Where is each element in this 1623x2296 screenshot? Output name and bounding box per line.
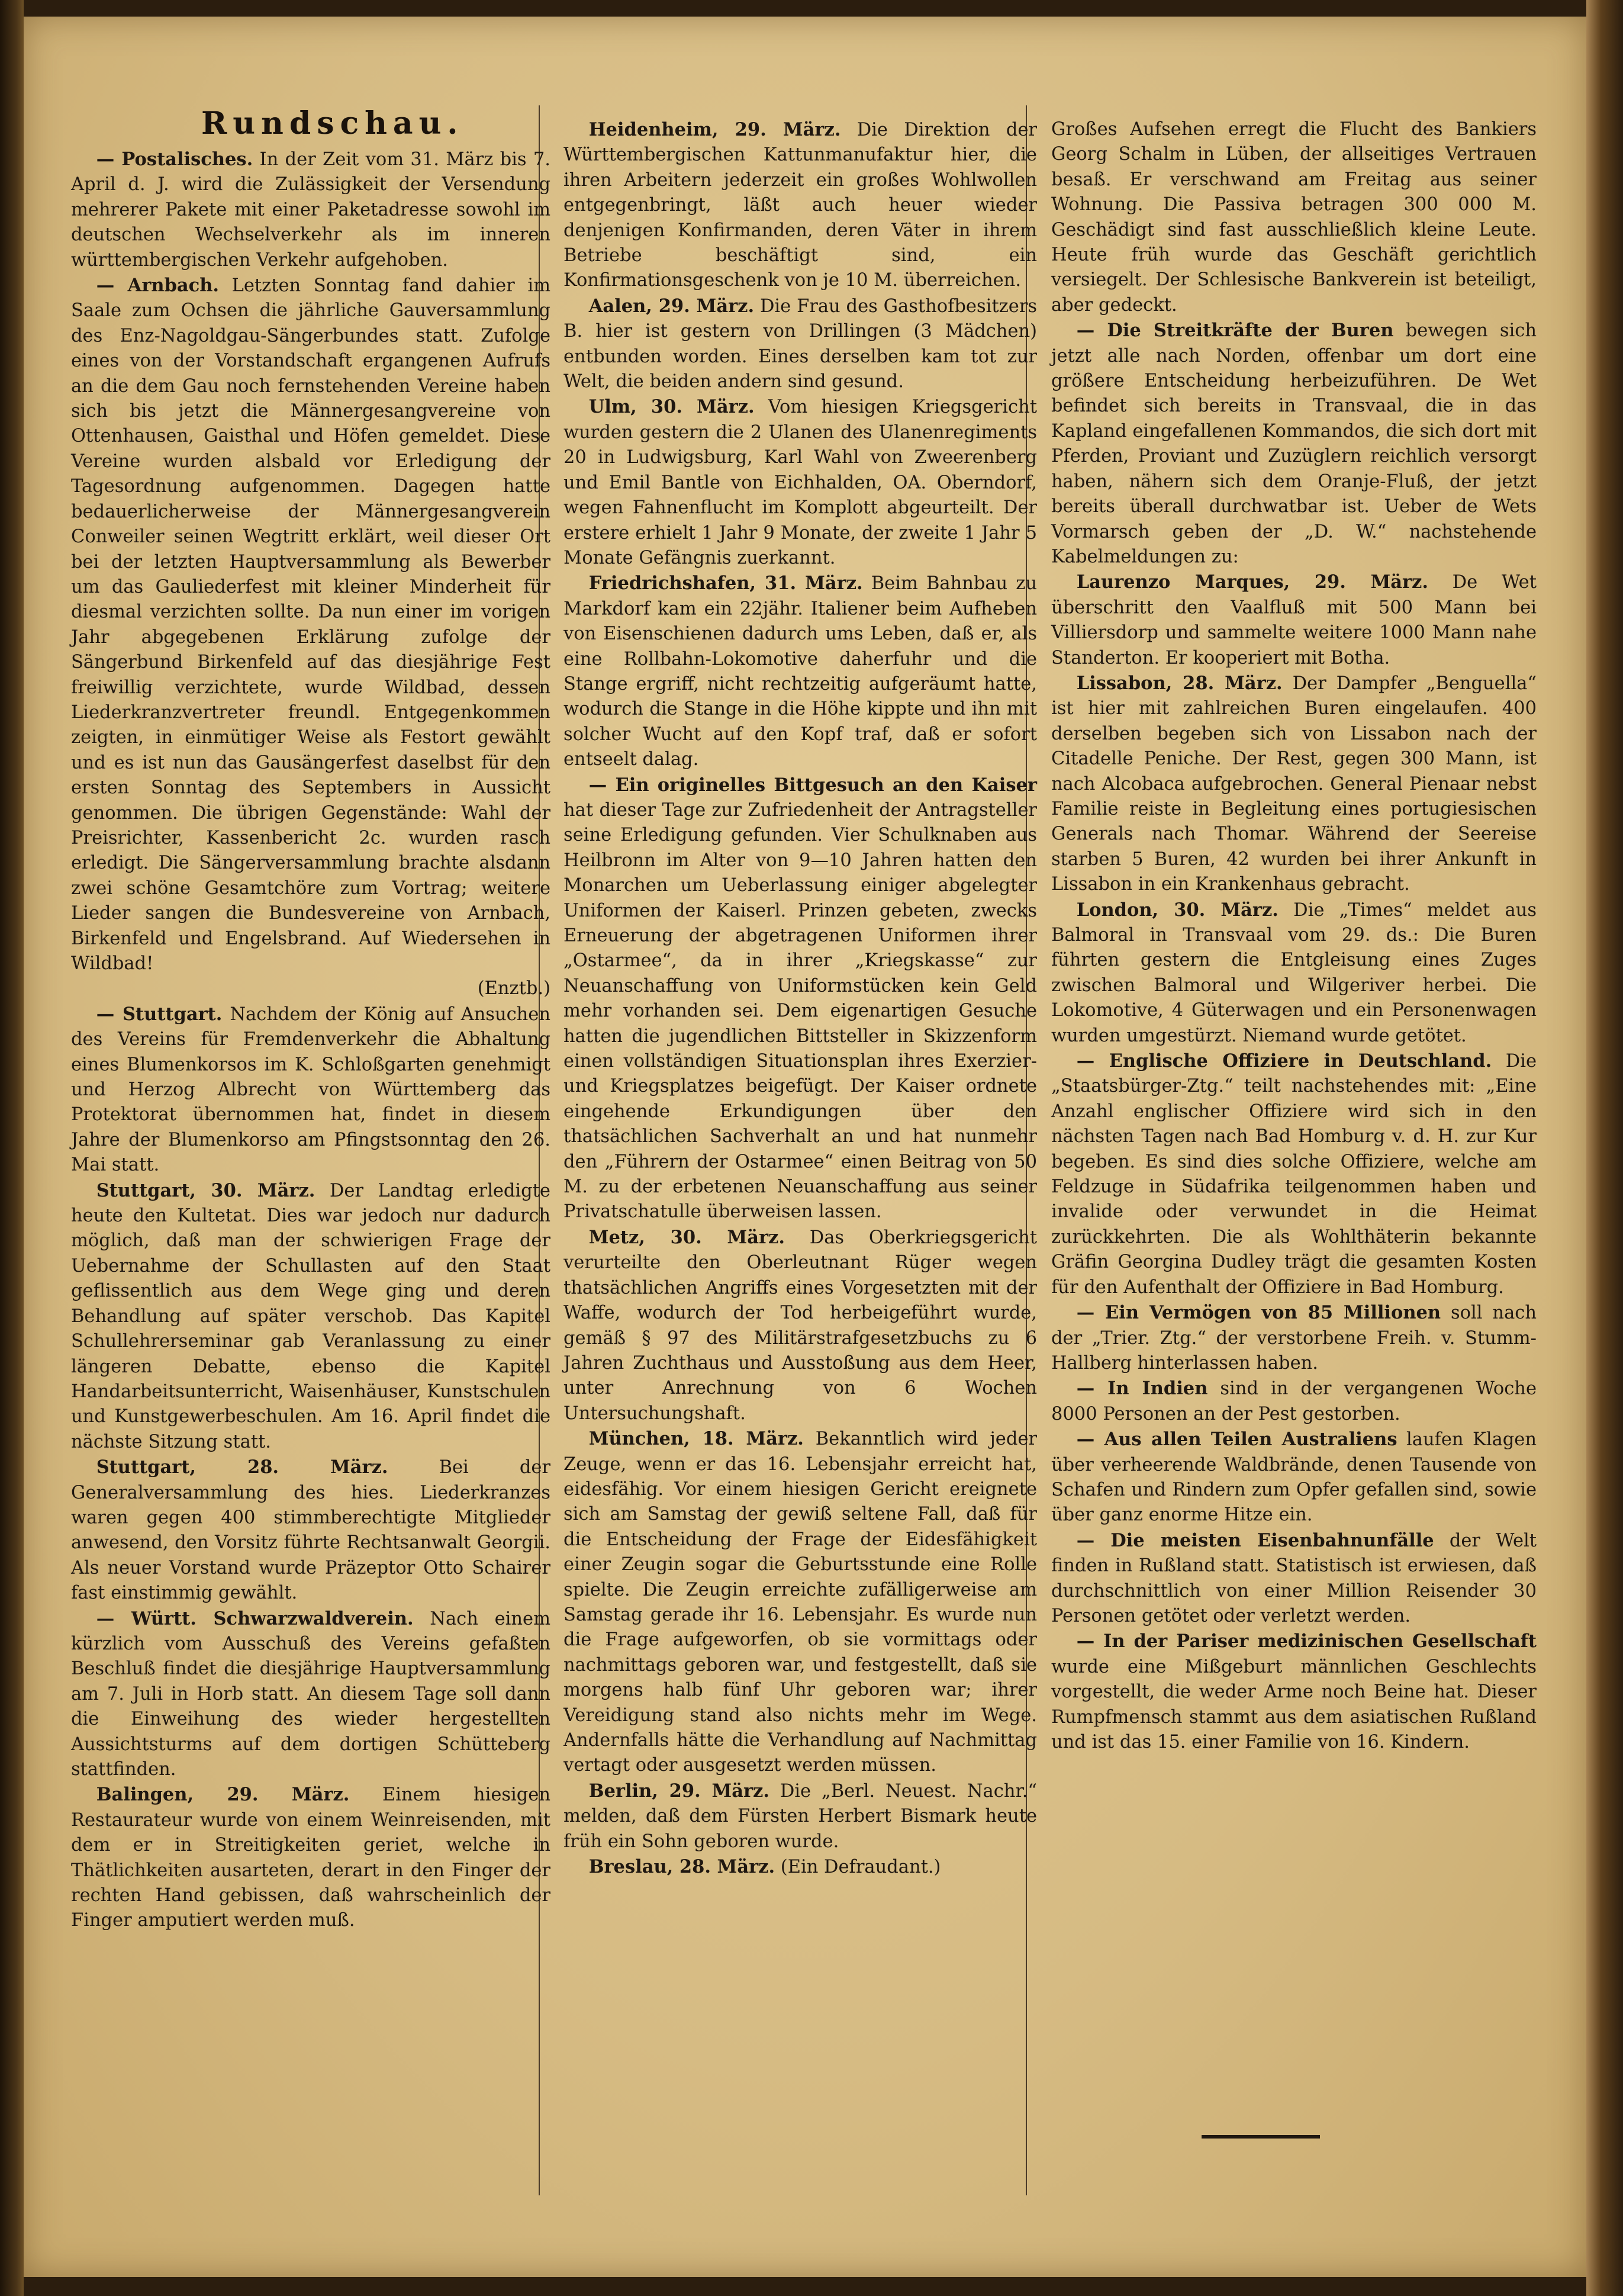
article (563, 1854, 1037, 1880)
article-text: De Wet überschritt den Vaalfluß mit 500 Mann bei Villiersdorp und sammelte weitere 1000 Mann nahe Standerton. Er kooperiert mit Botha. (1051, 572, 1537, 668)
page-edge (1586, 0, 1623, 2296)
article-headline: Lissabon, 28. März. (1076, 672, 1283, 694)
article-headline: — Ein Vermögen von 85 Millionen (1076, 1302, 1441, 1324)
article (1051, 898, 1537, 1049)
article-headline: — Englische Offiziere in Deutschland. (1076, 1050, 1492, 1072)
article-text: Nachdem der König auf Ansuchen des Vereins für Fremdenverkehr die Abhaltung eines Blumenkorsos im K. Schloßgarten genehmigt und Herzog Albrecht von Württemberg das Protektorat übernommen hat, findet in diesem Jahre der Blumenkorso am Pfingstsonntag den 26. Mai statt. (71, 1004, 551, 1176)
article-headline: Breslau, 28. März. (588, 1856, 775, 1878)
article-headline: — In der Pariser medizinischen Gesellschaft (1076, 1631, 1537, 1652)
article-text: Beim Bahnbau zu Markdorf kam ein 22jähr. Italiener beim Aufheben von Eisenschienen dadurch ums Leben, daß er, als eine Rollbahn-Lokomotive daherfuhr und die Stange ergriff, nicht rechtzeitig aufgeräumt hatte, wodurch die Stange in die Höhe kippte und ihn mit solcher Wucht auf den Kopf traf, daß er sofort entseelt dalag. (563, 573, 1037, 770)
article (563, 1225, 1037, 1426)
article-text: sind in der vergangenen Woche 8000 Personen an der Pest gestorben. (1051, 1378, 1537, 1424)
article (1051, 1300, 1537, 1376)
article (563, 1426, 1037, 1779)
article-text: Einem hiesigen Restaurateur wurde von einem Weinreisenden, mit dem er in Streitigkeiten geriet, welche in Thätlichkeiten ausarteten, derart in den Finger der rechten Hand gebissen, daß wahrscheinlich der Finger amputiert werden muß. (71, 1784, 550, 1931)
article-headline: — Ein originelles Bittgesuch an den Kaiser (588, 774, 1037, 796)
article-text: Die Direktion der Württembergischen Kattunmanufaktur hier, die ihren Arbeitern jederzeit ein großes Wohlwollen entgegenbringt, läßt auch heuer wieder denjenigen Konfirmanden, deren Väter in ihrem Betriebe beschäftigt sind, ein Konfirmationsgeschenk von je 10 M. überreichen. (563, 120, 1038, 291)
article-text: (Ein Defraudant.) (780, 1857, 941, 1878)
article (1051, 1049, 1537, 1300)
article-headline: — Die meisten Eisenbahnunfälle (1076, 1529, 1434, 1551)
article-headline: Stuttgart, 30. März. (96, 1179, 315, 1201)
article (563, 773, 1037, 1225)
article (1051, 1376, 1537, 1427)
article-headline: Stuttgart, 28. März. (96, 1456, 388, 1478)
article (71, 1606, 550, 1783)
article-text: Der Dampfer „Benguella“ ist hier mit zahlreichen Buren eingelaufen. 400 derselben begeben sich von Lissabon nach der Citadelle Peniche. Der Rest, gegen 300 Mann, ist nach Alcobaca aufgebrochen. General Pienaar nebst Familie reiste in Begleitung eines portugiesischen Generals nach Thomar. Während der Seereise starben 5 Buren, 42 wurden bei ihrer Ankunft in Lissabon in ein Krankenhaus gebracht. (1051, 673, 1537, 895)
article-text: der Welt finden in Rußland statt. Statistisch ist erwiesen, daß durchschnittlich von einer Million Reisender 30 Personen getötet oder verletzt werden. (1051, 1530, 1537, 1626)
article-text: Die „Staatsbürger-Ztg.“ teilt nachstehendes mit: „Eine Anzahl englischer Offiziere wird sich in den nächsten Tagen nach Bad Homburg v. d. H. zur Kur begeben. Es sind dies solche Offiziere, welche am Feldzuge in Südafrika teilgenommen haben und invalide oder verwundet in die Heimat zurückkehrten. Die als Wohlthäterin bekannte Gräfin Georgina Dudley trägt die gesamten Kosten für den Aufenthalt der Offiziere in Bad Homburg. (1051, 1051, 1537, 1298)
article (563, 117, 1037, 294)
article-text: wurde eine Mißgeburt männlichen Geschlechts vorgestellt, die weder Arme noch Beine hat. Dieser Rumpfmensch stammt aus dem asiatischen Rußland und ist das 15. einer Familie von 16. Kindern. (1051, 1656, 1537, 1752)
article (1051, 1629, 1537, 1755)
article-headline: — Aus allen Teilen Australiens (1076, 1429, 1397, 1451)
article-headline: Metz, 30. März. (588, 1226, 785, 1248)
article-headline: London, 30. März. (1076, 899, 1279, 921)
article-text: bewegen sich jetzt alle nach Norden, offenbar um dort eine größere Entscheidung herbeizuführen. De Wet befindet sich bereits in Transvaal, die in das Kapland eingefallenen Kommandos, die sich dort mit Pferden, Proviant und Zuzüglern reichlich versorgt haben, nähern sich dem Oranje-Fluß, der jetzt bereits überall durchwatbar ist. Ueber de Wets Vormarsch geben der „D. W.“ nachstehende Kabelmeldungen zu: (1051, 320, 1537, 567)
article-headline: Balingen, 29. März. (96, 1784, 350, 1806)
article-headline: — In Indien (1076, 1378, 1208, 1400)
article (71, 1455, 550, 1606)
article (71, 1002, 550, 1178)
end-rule (1202, 2135, 1320, 2139)
article-headline: — Württ. Schwarzwaldverein. (96, 1607, 414, 1629)
newspaper-page (24, 17, 1586, 2277)
article-text: laufen Klagen über verheerende Waldbrände, denen Tausende von Schafen und Rindern zum Opfer gefallen sind, sowie über ganz enorme Hitze ein. (1051, 1429, 1537, 1526)
article (563, 294, 1037, 395)
article (563, 1779, 1037, 1854)
article-text: Die „Times“ meldet aus Balmoral in Transvaal vom 29. ds.: Die Buren führten gestern die Entgleisung eines Zuges zwischen Balmoral und Wilgeriver herbei. Die Lokomotive, 4 Güterwagen und ein Personenwagen wurden umgestürzt. Niemand wurde getötet. (1051, 899, 1537, 1046)
article-text: hat dieser Tage zur Zufriedenheit der Antragsteller seine Erledigung gefunden. Vier Schulknaben aus Heilbronn im Alter von 9—10 Jahren hatten den Monarchen um Ueberlassung einiger abgelegter Uniformen der Kaiserl. Prinzen gebeten, zwecks Erneuerung der abgetragenen Uniformen ihrer „Ostarmee“, da in ihrer „Kriegskasse“ zur Neuanschaffung von Uniformstücken kein Geld mehr vorhanden sei. Dem eigenartigen Gesuche hatten die jugendlichen Bittsteller in Skizzenform einen vollständigen Situationsplan ihres Exerzier- und Kriegsplatzes beigefügt. Der Kaiser ordnete eingehende Erkundigungen über den thatsächlichen Sachverhalt an und hat nunmehr den „Führern der Ostarmee“ einen Beitrag von 50 M. zu der erbetenen Neuanschaffung aus seiner Privatschatulle überweisen lassen. (563, 799, 1037, 1223)
article-text: Letzten Sonntag fand dahier im Saale zum Ochsen die jährliche Gauversammlung des Enz-Nagoldgau-Sängerbundes statt. Zufolge eines von der Vorstandschaft ergangenen Aufrufs an die dem Gau noch fernstehenden Vereine haben sich bis jetzt die Männergesangvereine von Ottenhausen, Gaisthal und Höfen gemeldet. Diese Vereine wurden alsbald vor Erledigung der Tagesordnung aufgenommen. Dagegen hatte bedauerlicherweise der Männergesangverein Conweiler seinen Wegtritt erklärt, weil dieser Ort bei der letzten Hauptversammlung als Bewerber um das Gauliederfest mit kleiner Minderheit für diesmal verzichten sollte. Da nun einer im vorigen Jahr abgegebenen Erklärung zufolge der Sängerbund Birkenfeld auf das diesjährige Fest freiwillig verzichtete, wurde Wildbad, dessen Liederkranzvertreter freundl. Entgegenkommen zeigten, in einmütiger Weise als Festort gewählt und es ist nun das Gausängerfest daselbst für den ersten Sonntag des Septembers in Aussicht genommen. Die übrigen Gegenstände: Wahl der Preisrichter, Kassenbericht 2c. wurden rasch erledigt. Die Sängerversammlung brachte alsdann zwei schöne Gesamtchöre zum Vortrag; weitere Lieder sangen die Bundesvereine von Arnbach, Birkenfeld und Engelsbrand. Auf Wiedersehen in Wildbad! (71, 275, 550, 974)
article-headline: Friedrichshafen, 31. März. (588, 573, 863, 594)
article-headline: Aalen, 29. März. (588, 295, 755, 317)
article (71, 147, 550, 273)
article-text: soll nach der „Trier. Ztg.“ der verstorbene Freih. v. Stumm-Hallberg hinterlassen haben. (1051, 1303, 1537, 1374)
article-headline: Heidenheim, 29. März. (588, 119, 841, 140)
article (1051, 1528, 1537, 1629)
book-spine (0, 0, 24, 2296)
section-title: Rundschau. (201, 105, 464, 142)
column-1 (71, 147, 550, 1934)
article-text: Das Oberkriegsgericht verurteilte den Oberleutnant Rüger wegen thatsächlichen Angriffs eines Vorgesetzten mit der Waffe, wodurch der Tod herbeigeführt wurde, gemäß § 97 des Militärstrafgesetzbuchs zu 6 Jahren Zuchthaus und Ausstoßung aus dem Heer, unter Anrechnung von 6 Wochen Untersuchungshaft. (563, 1227, 1037, 1424)
article-text: Großes Aufsehen erregt die Flucht des Bankiers Georg Schalm in Lüben, der allseitiges Vertrauen besaß. Er verschwand am Freitag aus seiner Wohnung. Die Passiva betragen 300 000 M. Geschädigt sind fast ausschließlich kleine Leute. Heute früh wurde das Geschäft gerichtlich versiegelt. Der Schlesische Bankverein ist beteiligt, aber gedeckt. (1051, 119, 1537, 316)
article-headline: Berlin, 29. März. (588, 1780, 769, 1802)
article-headline: — Arnbach. (96, 275, 220, 297)
article-text: Bekanntlich wird jeder Zeuge, wenn er das 16. Lebensjahr erreicht hat, eidesfähig. Vor einem hiesigen Gericht ereignete sich am Samstag der gewiß seltene Fall, daß für die Entscheidung der Frage der Eidesfähigkeit einer Zeugin sogar die Geburtsstunde eine Rolle spielte. Die Zeugin erreichte zufälligerweise am Samstag gerade ihr 16. Lebensjahr. Es wurde nun die Frage aufgeworfen, ob sie vormittags oder nachmittags geboren war, und festgestellt, daß sie morgens halb fünf Uhr geboren war; ihrer Vereidigung stand also nichts mehr im Wege. Andernfalls hätte die Verhandlung auf Nachmittag vertagt oder ausgesetzt werden müssen. (563, 1429, 1037, 1776)
article (563, 394, 1037, 571)
article (1051, 671, 1537, 898)
article-text: Nach einem kürzlich vom Ausschuß des Vereins gefaßten Beschluß findet die diesjährige Hauptversammlung am 7. Juli in Horb statt. An diesem Tage soll dann die Einweihung des wieder hergestellten Aussichtsturms auf dem dortigen Schütteberg stattfinden. (71, 1608, 550, 1780)
article (1051, 318, 1537, 570)
article-text: In der Zeit vom 31. März bis 7. April d. J. wird die Zulässigkeit der Versendung mehrerer Pakete mit einer Paketadresse sowohl im deutschen Wechselverkehr als im inneren württembergischen Verkehr aufgehoben. (71, 149, 550, 271)
article-headline: — Stuttgart. (96, 1003, 223, 1025)
article-headline: — Postalisches. (96, 149, 253, 170)
article (563, 571, 1037, 772)
article-text: Der Landtag erledigte heute den Kultetat. Dies war jedoch nur dadurch möglich, daß man der schwierigen Frage der Uebernahme der Schullasten auf den Staat geflissentlich aus dem Wege ging und deren Behandlung auf später verschob. Das Kapitel Schullehrerseminar gab Veranlassung zu einer längeren Debatte, ebenso die Kapitel Handarbeitsunterricht, Waisenhäuser, Kunstschulen und Kunstgewerbeschulen. Am 16. April findet die nächste Sitzung statt. (71, 1180, 550, 1452)
article (1051, 570, 1537, 671)
article-headline: — Die Streitkräfte der Buren (1076, 320, 1394, 342)
article-headline: Laurenzo Marques, 29. März. (1076, 571, 1428, 593)
article-source: (Enztb.) (477, 978, 550, 999)
column-2 (563, 117, 1037, 1880)
article-headline: München, 18. März. (588, 1428, 804, 1450)
article (1051, 1427, 1537, 1528)
article (71, 1782, 550, 1933)
article-text: Die Frau des Gasthofbesitzers B. hier ist gestern von Drillingen (3 Mädchen) entbunden worden. Eines derselben kam tot zur Welt, die beiden andern sind gesund. (563, 295, 1037, 393)
article-headline: Ulm, 30. März. (588, 396, 755, 418)
article-text: Die „Berl. Neuest. Nachr.“ melden, daß dem Fürsten Herbert Bismark heute früh ein Sohn geboren wurde. (563, 1780, 1037, 1852)
article-text: Bei der Generalversammlung des hies. Liederkranzes waren gegen 400 stimmberechtigte Mitglieder anwesend, den Vorsitz führte Rechtsanwalt Georgii. Als neuer Vorstand wurde Präzeptor Otto Schairer fast einstimmig gewählt. (71, 1457, 550, 1604)
column-3 (1051, 117, 1537, 1755)
article (1051, 117, 1537, 318)
article-text: Vom hiesigen Kriegsgericht wurden gestern die 2 Ulanen des Ulanenregiments 20 in Ludwigsburg, Karl Wahl von Zweerenberg und Emil Bantle von Eichhalden, OA. Oberndorf, wegen Fahnenflucht im Komplott abgeurteilt. Der erstere erhielt 1 Jahr 9 Monate, der zweite 1 Jahr 5 Monate Gefängnis zuerkannt. (563, 397, 1037, 568)
article (71, 1178, 550, 1455)
article (71, 273, 550, 976)
